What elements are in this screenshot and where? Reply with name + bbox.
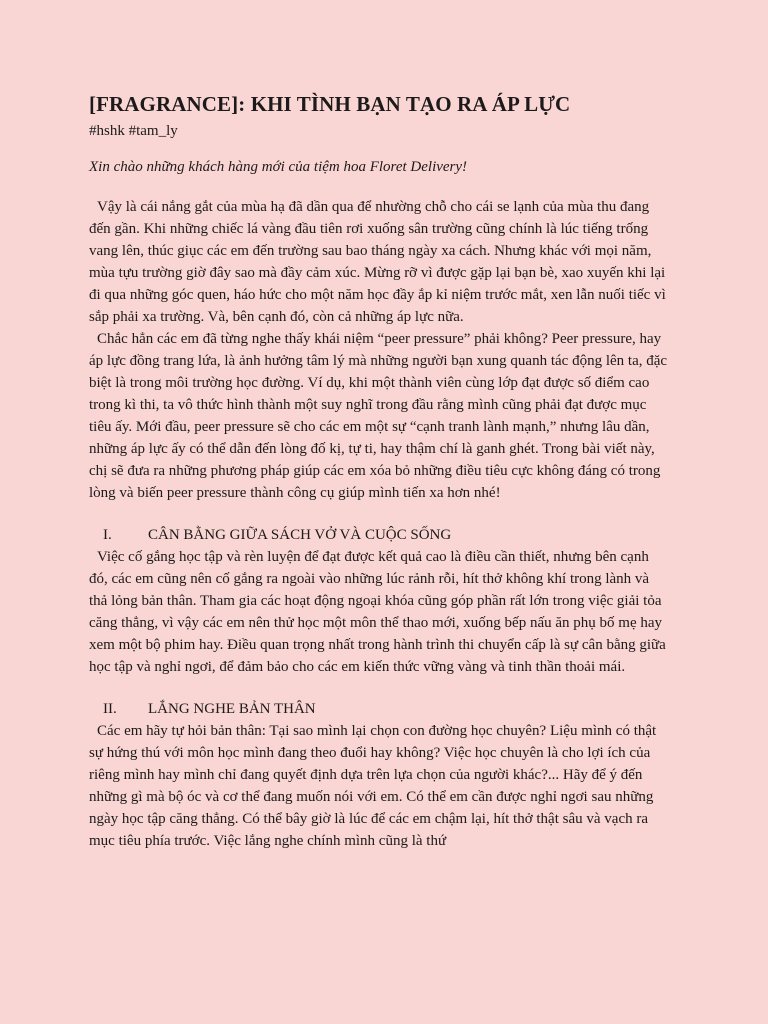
section-title: LẮNG NGHE BẢN THÂN xyxy=(148,701,316,717)
greeting-line: Xin chào những khách hàng mới của tiệm hoa Floret Delivery! xyxy=(89,159,468,175)
intro-paragraph: Chắc hẳn các em đã từng nghe thấy khái niệm “peer pressure” phải không? Peer pressure, hay áp lực đồng trang lứa, là ảnh hưởng tâm lý mà những người bạn xung quanh tác động lên ta, đặc biệt là trong môi trường học đường. Ví dụ, khi một thành viên cùng lớp đạt được số điểm cao trong kì thi, ta vô thức hình thành một suy nghĩ trong đầu rằng mình cũng phải đạt được mục tiêu ấy. Mới đầu, peer pressure sẽ cho các em một sự “cạnh tranh lành mạnh,” nhưng lâu dần, những áp lực ấy có thể dẫn đến lòng đố kị, tự ti, hay thậm chí là ganh ghét. Trong bài viết này, chị sẽ đưa ra những phương pháp giúp các em xóa bỏ những điều tiêu cực không đáng có trong lòng và biến peer pressure thành công cụ giúp mình tiến xa hơn nhé! xyxy=(89,331,668,501)
section-paragraph: Việc cố gắng học tập và rèn luyện để đạt được kết quả cao là điều cần thiết, nhưng bên cạnh đó, các em cũng nên cố gắng ra ngoài vào những lúc rảnh rỗi, hít thở không khí trong lành và thả lỏng bản thân. Tham gia các hoạt động ngoại khóa cũng góp phần rất lớn trong việc giải tỏa căng thẳng, vì vậy các em nên thử học một môn thể thao mới, xuống bếp nấu ăn phụ bố mẹ hay xem một bộ phim hay. Điều quan trọng nhất trong hành trình thi chuyển cấp là sự cân bằng giữa học tập và nghỉ ngơi, để đảm bảo cho các em kiến thức vững vàng và tinh thần thoải mái. xyxy=(89,549,666,675)
page-title: [FRAGRANCE]: KHI TÌNH BẠN TẠO RA ÁP LỰC xyxy=(89,92,571,116)
hashtags: #hshk #tam_ly xyxy=(89,123,178,139)
section-title: CÂN BẰNG GIỮA SÁCH VỞ VÀ CUỘC SỐNG xyxy=(148,527,452,543)
section-heading xyxy=(89,524,668,546)
section-number: II. xyxy=(103,701,117,717)
section-paragraph: Các em hãy tự hỏi bản thân: Tại sao mình lại chọn con đường học chuyên? Liệu mình có thật sự hứng thú với môn học mình đang theo đuổi hay không? Việc học chuyên là cho lợi ích của riêng mình hay mình chỉ đang quyết định dựa trên lựa chọn của người khác?... Hãy để ý đến những gì mà bộ óc và cơ thể đang muốn nói với em. Có thể em cần được nghỉ ngơi sau những ngày học tập căng thẳng. Có thể bây giờ là lúc để các em chậm lại, hít thở thật sâu và vạch ra mục tiêu phía trước. Việc lắng nghe chính mình cũng là thứ xyxy=(89,723,657,849)
section-number: I. xyxy=(103,527,112,543)
intro-paragraph: Vậy là cái nắng gắt của mùa hạ đã dần qua để nhường chỗ cho cái se lạnh của mùa thu đang đến gần. Khi những chiếc lá vàng đầu tiên rơi xuống sân trường cũng chính là lúc tiếng trống vang lên, thúc giục các em đến trường sau bao tháng ngày xa cách. Nhưng khác với mọi năm, mùa tựu trường giờ đây sao mà đầy cảm xúc. Mừng rỡ vì được gặp lại bạn bè, xao xuyến khi lại đi qua những góc quen, háo hức cho một năm học đầy ắp kỉ niệm trước mắt, xen lẫn nuối tiếc vì sắp phải xa trường. Và, bên cạnh đó, còn cả những áp lực nữa. xyxy=(89,199,666,325)
section-heading xyxy=(89,698,668,720)
